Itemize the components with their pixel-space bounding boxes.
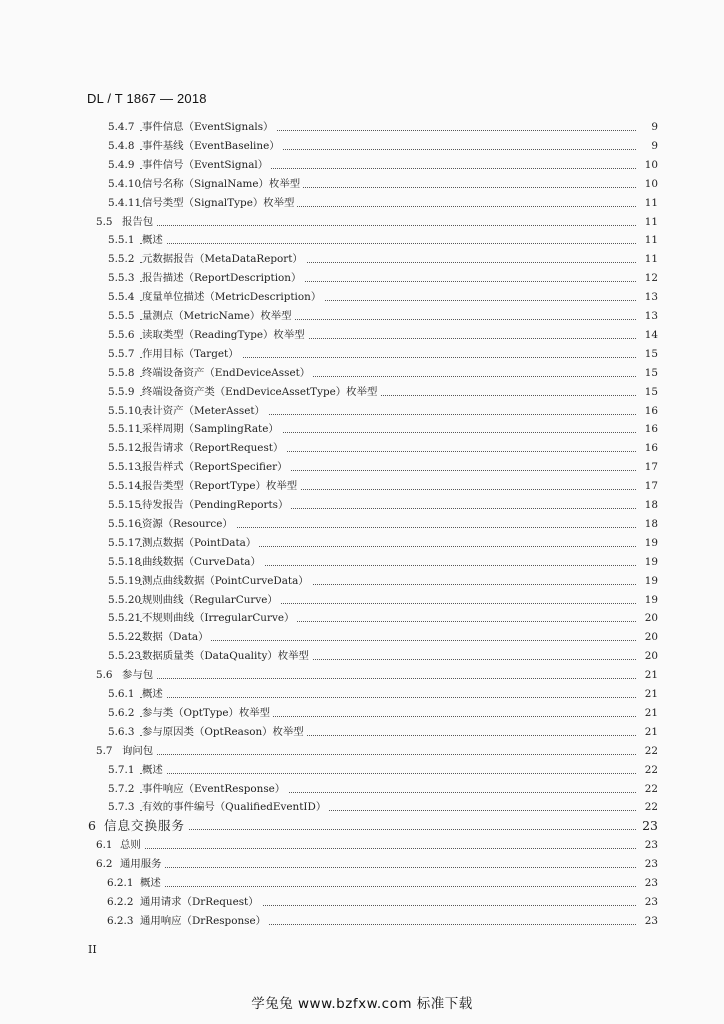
- toc-entry-number: 5.5.15: [108, 499, 142, 511]
- toc-entry[interactable]: [0, 383, 724, 401]
- toc-entry-number: 5.7.2: [108, 782, 135, 795]
- toc-entry-title: 通用请求（DrRequest）: [140, 893, 262, 911]
- toc-entry-title: 规则曲线（RegularCurve）: [142, 591, 281, 609]
- toc-entry-number: 5.5.4: [108, 291, 135, 304]
- toc-entry[interactable]: [0, 798, 724, 816]
- toc-entry[interactable]: [0, 572, 724, 590]
- toc-entry[interactable]: [0, 534, 724, 552]
- toc-entry-page: 19: [636, 572, 658, 590]
- toc-entry-number: 5.5: [96, 215, 113, 228]
- toc-entry-title: 数据质量类（DataQuality）枚举型: [142, 647, 312, 665]
- toc-entry-title: 信号类型（SignalType）枚举型: [142, 194, 297, 212]
- toc-entry-page: 18: [636, 496, 658, 514]
- toc-entry-page: 9: [636, 137, 658, 155]
- toc-entry-number: 5.6.1: [108, 688, 135, 700]
- toc-entry[interactable]: [0, 685, 724, 703]
- toc-entry-number: 5.5.10: [108, 404, 142, 417]
- toc-entry-number: 5.4.11: [108, 196, 142, 209]
- toc-entry-title: 信息交换服务: [104, 817, 188, 835]
- toc-leader-dots: [140, 640, 640, 641]
- toc-entry-title: 询问包: [122, 742, 156, 760]
- toc-entry-page: 15: [636, 364, 658, 382]
- toc-entry[interactable]: [0, 723, 724, 741]
- toc-entry-title: 曲线数据（CurveData）: [142, 553, 264, 571]
- toc-entry-number: 5.6.3: [108, 725, 135, 738]
- toc-entry[interactable]: [0, 553, 724, 571]
- toc-entry-number: 5.5.7: [108, 347, 135, 360]
- toc-entry-page: 12: [636, 269, 658, 287]
- toc-entry[interactable]: [0, 761, 724, 779]
- toc-entry-title: 报告包: [122, 213, 156, 231]
- toc-entry[interactable]: [0, 156, 724, 174]
- toc-leader-dots: [140, 867, 640, 868]
- toc-entry[interactable]: [0, 704, 724, 722]
- page-header-standard-code: DL / T 1867 — 2018: [87, 91, 207, 106]
- toc-entry-number: 5.5.5: [108, 310, 135, 322]
- toc-leader-dots: [140, 225, 640, 226]
- toc-leader-dots: [140, 697, 640, 698]
- toc-entry-title: 作用目标（Target）: [142, 345, 242, 363]
- toc-entry[interactable]: [0, 213, 724, 231]
- toc-entry-title: 事件响应（EventResponse）: [142, 780, 288, 798]
- toc-entry-page: 19: [636, 553, 658, 571]
- toc-entry-title: 通用服务: [120, 855, 165, 873]
- toc-entry-page: 11: [636, 250, 658, 268]
- toc-entry[interactable]: [0, 780, 724, 798]
- toc-entry-number: 5.5.13: [108, 461, 142, 474]
- toc-entry-page: 18: [636, 515, 658, 533]
- toc-entry-title: 终端设备资产（EndDeviceAsset）: [142, 364, 313, 382]
- toc-entry[interactable]: [0, 175, 724, 193]
- toc-entry-title: 事件信号（EventSignal）: [142, 156, 271, 174]
- toc-entry-title: 测点数据（PointData）: [142, 534, 259, 552]
- toc-entry-number: 5.4.10: [108, 177, 142, 190]
- toc-entry[interactable]: [0, 893, 724, 911]
- toc-entry-page: 9: [636, 118, 658, 136]
- toc-entry[interactable]: [0, 250, 724, 268]
- toc-entry-number: 5.6: [96, 669, 113, 682]
- toc-entry-number: 5.7.3: [108, 801, 135, 814]
- toc-entry-page: 11: [636, 213, 658, 231]
- toc-entry-title: 概述: [142, 761, 166, 779]
- toc-entry-title: 有效的事件编号（QualifiedEventID）: [142, 798, 329, 816]
- toc-entry-title: 读取类型（ReadingType）枚举型: [142, 326, 308, 344]
- toc-entry-title: 测点曲线数据（PointCurveData）: [142, 572, 312, 590]
- toc-entry[interactable]: [0, 402, 724, 420]
- toc-entry[interactable]: [0, 288, 724, 306]
- toc-entry[interactable]: [0, 137, 724, 155]
- toc-entry-number: 6.2: [96, 858, 113, 871]
- toc-entry-page: 20: [636, 609, 658, 627]
- toc-leader-dots: [140, 243, 640, 244]
- toc-entry-number: 5.5.19: [108, 574, 142, 587]
- toc-entry-page: 23: [636, 817, 658, 835]
- toc-entry[interactable]: [0, 912, 724, 930]
- toc-entry-page: 21: [636, 723, 658, 741]
- toc-entry-number: 5.4.7: [108, 121, 135, 133]
- toc-entry-title: 资源（Resource）: [142, 515, 236, 533]
- toc-entry-page: 15: [636, 345, 658, 363]
- toc-entry[interactable]: [0, 269, 724, 287]
- toc-entry-page: 14: [636, 326, 658, 344]
- toc-entry[interactable]: [0, 345, 724, 363]
- toc-entry-title: 报告样式（ReportSpecifier）: [142, 458, 290, 476]
- toc-entry-number: 6.2.1: [107, 877, 134, 889]
- toc-entry-number: 5.7: [96, 744, 113, 757]
- toc-entry-page: 22: [636, 742, 658, 760]
- toc-entry-page: 11: [636, 231, 658, 249]
- toc-entry-number: 5.5.16: [108, 517, 142, 530]
- toc-entry[interactable]: [0, 420, 724, 438]
- toc-entry[interactable]: [0, 326, 724, 344]
- toc-entry[interactable]: [0, 836, 724, 854]
- toc-entry-page: 21: [636, 666, 658, 684]
- toc-entry-title: 不规则曲线（IrregularCurve）: [142, 609, 297, 627]
- toc-entry-title: 表计资产（MeterAsset）: [142, 402, 268, 420]
- toc-entry-title: 数据（Data）: [142, 628, 211, 646]
- toc-entry-number: 5.5.14: [108, 480, 142, 493]
- toc-entry[interactable]: [0, 628, 724, 646]
- toc-entry-title: 概述: [140, 874, 164, 892]
- toc-entry[interactable]: [0, 666, 724, 684]
- toc-entry-title: 总则: [120, 836, 144, 854]
- toc-entry-page: 22: [636, 798, 658, 816]
- toc-entry-page: 19: [636, 591, 658, 609]
- toc-entry[interactable]: [0, 591, 724, 609]
- toc-entry-title: 量测点（MetricName）枚举型: [142, 307, 295, 325]
- toc-entry-number: 5.5.2: [108, 253, 135, 266]
- toc-entry-page: 15: [636, 383, 658, 401]
- toc-entry-page: 21: [636, 685, 658, 703]
- toc-entry-page: 16: [636, 439, 658, 457]
- toc-leader-dots: [140, 886, 640, 887]
- toc-entry-page: 23: [636, 836, 658, 854]
- toc-entry[interactable]: [0, 118, 724, 136]
- toc-entry-page: 23: [636, 855, 658, 873]
- toc-entry[interactable]: [0, 477, 724, 495]
- toc-entry-page: 23: [636, 874, 658, 892]
- toc-entry-number: 5.5.21: [108, 612, 142, 625]
- toc-entry-title: 采样周期（SamplingRate）: [142, 420, 282, 438]
- toc-entry-number: 6.1: [96, 839, 113, 852]
- toc-entry-page: 22: [636, 780, 658, 798]
- toc-entry-number: 6.2.2: [107, 895, 134, 908]
- toc-entry-title: 信号名称（SignalName）枚举型: [142, 175, 303, 193]
- toc-entry-title: 度量单位描述（MetricDescription）: [142, 288, 324, 306]
- toc-entry[interactable]: [0, 515, 724, 533]
- toc-leader-dots: [140, 773, 640, 774]
- toc-entry-number: 5.5.23: [108, 650, 142, 663]
- toc-entry-title: 终端设备资产类（EndDeviceAssetType）枚举型: [142, 383, 380, 401]
- toc-entry-number: 5.5.22: [108, 631, 142, 644]
- toc-entry[interactable]: [0, 855, 724, 873]
- toc-entry-title: 报告请求（ReportRequest）: [142, 439, 286, 457]
- toc-entry-number: 5.7.1: [108, 763, 135, 776]
- toc-entry-title: 概述: [142, 685, 166, 703]
- toc-entry-number: 5.5.12: [108, 442, 142, 455]
- toc-entry-page: 13: [636, 307, 658, 325]
- toc-entry-title: 报告类型（ReportType）枚举型: [142, 477, 300, 495]
- toc-entry-number: 5.5.6: [108, 328, 135, 341]
- toc-entry-page: 16: [636, 402, 658, 420]
- toc-leader-dots: [140, 848, 640, 849]
- toc-entry-title: 元数据报告（MetaDataReport）: [142, 250, 306, 268]
- toc-entry-number: 6: [88, 818, 96, 834]
- toc-entry-page: 20: [636, 647, 658, 665]
- toc-entry-number: 5.5.18: [108, 555, 142, 568]
- toc-entry-title: 待发报告（PendingReports）: [142, 496, 291, 514]
- toc-entry-page: 10: [636, 156, 658, 174]
- toc-entry[interactable]: [0, 458, 724, 476]
- toc-entry-page: 11: [636, 194, 658, 212]
- toc-entry-number: 5.4.9: [108, 158, 135, 171]
- toc-entry-page: 23: [636, 893, 658, 911]
- toc-entry-title: 参与类（OptType）枚举型: [142, 704, 273, 722]
- toc-entry-page: 22: [636, 761, 658, 779]
- toc-entry-page: 13: [636, 288, 658, 306]
- toc-entry-title: 参与原因类（OptReason）枚举型: [142, 723, 307, 741]
- toc-entry-number: 5.5.11: [108, 423, 142, 436]
- toc-entry-page: 23: [636, 912, 658, 930]
- toc-entry-page: 17: [636, 477, 658, 495]
- toc-entry-number: 5.5.8: [108, 366, 135, 379]
- footer-watermark: 学兔兔 www.bzfxw.com 标准下载: [251, 996, 473, 1012]
- toc-entry-title: 事件信息（EventSignals）: [142, 118, 276, 136]
- toc-entry-number: 5.5.9: [108, 385, 135, 398]
- toc-entry-page: 17: [636, 458, 658, 476]
- toc-entry[interactable]: [0, 307, 724, 325]
- toc-leader-dots: [140, 754, 640, 755]
- toc-entry[interactable]: [0, 742, 724, 760]
- toc-entry-page: 16: [636, 420, 658, 438]
- toc-entry[interactable]: [0, 364, 724, 382]
- toc-leader-dots: [140, 829, 640, 830]
- toc-entry-title: 通用响应（DrResponse）: [140, 912, 269, 930]
- toc-entry[interactable]: [0, 194, 724, 212]
- toc-entry-page: 20: [636, 628, 658, 646]
- toc-entry[interactable]: [0, 874, 724, 892]
- toc-entry-title: 概述: [142, 231, 166, 249]
- toc-entry-page: 21: [636, 704, 658, 722]
- toc-leader-dots: [140, 678, 640, 679]
- toc-entry-page: 10: [636, 175, 658, 193]
- toc-entry[interactable]: [0, 817, 724, 835]
- toc-entry-number: 5.5.3: [108, 272, 135, 285]
- toc-entry-page: 19: [636, 534, 658, 552]
- toc-entry-number: 5.5.20: [108, 593, 142, 606]
- toc-entry-number: 6.2.3: [107, 914, 134, 927]
- toc-entry[interactable]: [0, 439, 724, 457]
- toc-entry-number: 5.5.1: [108, 234, 135, 247]
- toc-entry[interactable]: [0, 647, 724, 665]
- toc-entry-title: 参与包: [122, 666, 156, 684]
- toc-entry-number: 5.4.8: [108, 139, 135, 152]
- page-number: II: [88, 943, 97, 956]
- toc-entry[interactable]: [0, 231, 724, 249]
- toc-entry-number: 5.6.2: [108, 706, 135, 719]
- toc-entry-title: 事件基线（EventBaseline）: [142, 137, 283, 155]
- toc-entry-title: 报告描述（ReportDescription）: [142, 269, 304, 287]
- toc-entry-number: 5.5.17: [108, 536, 142, 549]
- toc-entry[interactable]: [0, 496, 724, 514]
- toc-entry[interactable]: [0, 609, 724, 627]
